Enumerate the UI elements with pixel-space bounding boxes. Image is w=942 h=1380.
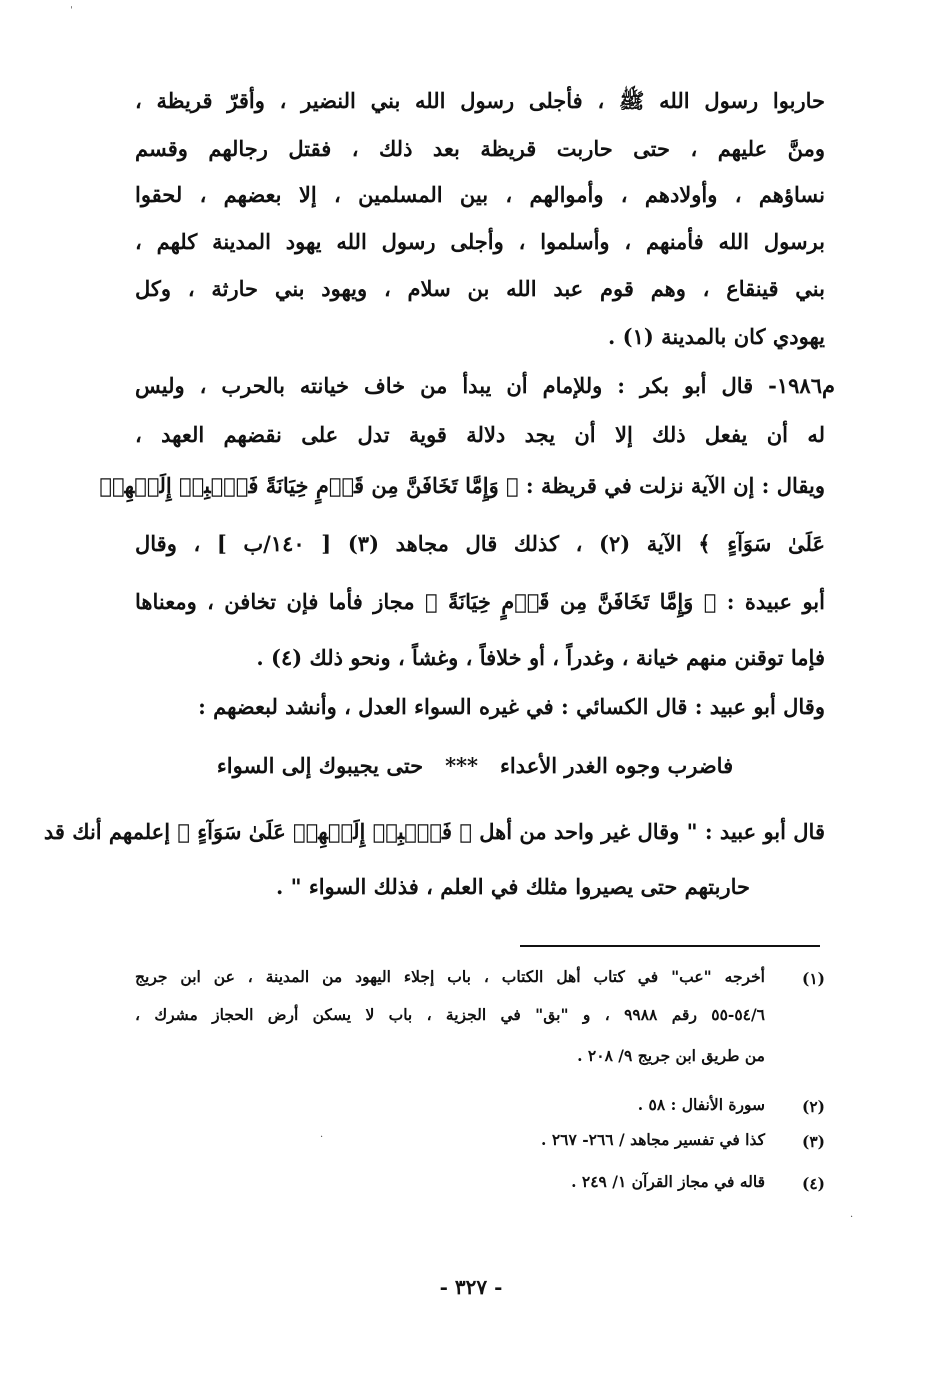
section-heading-line: م١٩٨٦- قال أبو بكر : وللإمام أن يبدأ من خاف خيانته بالحرب ، وليس	[135, 373, 835, 398]
body-line: يهودي كان بالمدينة (١) .	[608, 324, 825, 349]
footnote-number: (٣)	[801, 1132, 825, 1151]
quran-line: أبو عبيدة : ﴿ وَإِمَّا تَخَافَنَّ مِن قَوۡمٍ خِيَانَةً ﴾ مجاز فأما فإن تخافن ، ومعناها	[135, 589, 825, 614]
footnote-text: كذا في تفسير مجاهد / ٢٦٦- ٢٦٧ .	[541, 1130, 765, 1149]
body-line: فإما توقنن منهم خيانة ، وغدراً ، أو خلافاً ، وغشاً ، ونحو ذلك (٤) .	[256, 645, 825, 670]
footnote-number: (٢)	[801, 1097, 825, 1116]
body-line: حاربوا رسول الله ﷺ ، فأجلى رسول الله بني النضير ، وأقرّ قريظة ،	[135, 88, 825, 113]
verse-first-hemistich: فاضرب وجوه الغدر الأعداء	[499, 753, 734, 778]
body-line: برسول الله فأمنهم ، وأسلموا ، وأجلى رسول الله يهود المدينة كلهم ،	[135, 229, 825, 254]
footnote-text: أخرجه "عب" في كتاب أهل الكتاب ، باب إجلاء اليهود من المدينة ، عن ابن جريج	[135, 967, 765, 986]
scan-speck: ·	[320, 1132, 324, 1143]
verse-second-hemistich: حتى يجيبوك إلى السواء	[216, 753, 424, 778]
quran-line: قال أبو عبيد : " وقال غير واحد من أهل ﴿ فَٱنۢبِذۡ إِلَيۡهِمۡ عَلَىٰ سَوَآءٍ ﴾ إعلمهم أنك قد	[43, 819, 825, 844]
footnote-text: ٥٤/٦-٥٥ رقم ٩٩٨٨ ، و "بق" في الجزية ، باب لا يسكن أرض الحجاز مشرك ،	[135, 1005, 765, 1024]
footnote-number: (٤)	[801, 1174, 825, 1193]
body-line: وقال أبو عبيد : قال الكسائي : في غيره السواء العدل ، وأنشد لبعضهم :	[198, 694, 825, 719]
quran-line: عَلَىٰ سَوَآءٍ ﴾ الآية (٢) ، كذلك قال مجاهد (٣) [ ١٤٠/ب ] ، وقال	[135, 531, 825, 556]
body-line: حاربتهم حتى يصيروا مثلك في العلم ، فذلك السواء " .	[275, 874, 750, 899]
footnote-text: قاله في مجاز القرآن ١/ ٢٤٩ .	[571, 1172, 765, 1191]
poetry-verse	[180, 751, 770, 781]
footnote-separator	[520, 945, 820, 947]
body-line: بني قينقاع ، وهم قوم عبد الله بن سلام ، ويهود بني حارثة ، وكل	[135, 276, 825, 301]
footnote-number: (١)	[801, 969, 825, 988]
scan-speck: ·	[850, 1212, 854, 1223]
verse-separator: ***	[445, 753, 479, 778]
page-number: - ٣٢٧ -	[439, 1275, 503, 1299]
body-line: ومنَّ عليهم ، حتى حاربت قريظة بعد ذلك ، فقتل رجالهم وقسم	[135, 136, 825, 161]
footnote-text: سورة الأنفال : ٥٨ .	[637, 1095, 765, 1114]
body-line: له أن يفعل ذلك إلا أن يجد دلالة قوية تدل على نقضهم العهد ،	[135, 422, 825, 447]
scan-speck: ˈ	[70, 6, 73, 17]
footnote-text: من طريق ابن جريج ٩/ ٢٠٨ .	[577, 1046, 765, 1065]
quran-line: ويقال : إن الآية نزلت في قريظة : ﴿ وَإِمَّا تَخَافَنَّ مِن قَوۡمٍ خِيَانَةً فَٱنۢبِذۡ إِلَيۡهِمۡ	[99, 473, 825, 498]
body-line: نساؤهم ، وأولادهم ، وأموالهم ، بين المسلمين ، إلا بعضهم ، لحقوا	[135, 182, 825, 207]
